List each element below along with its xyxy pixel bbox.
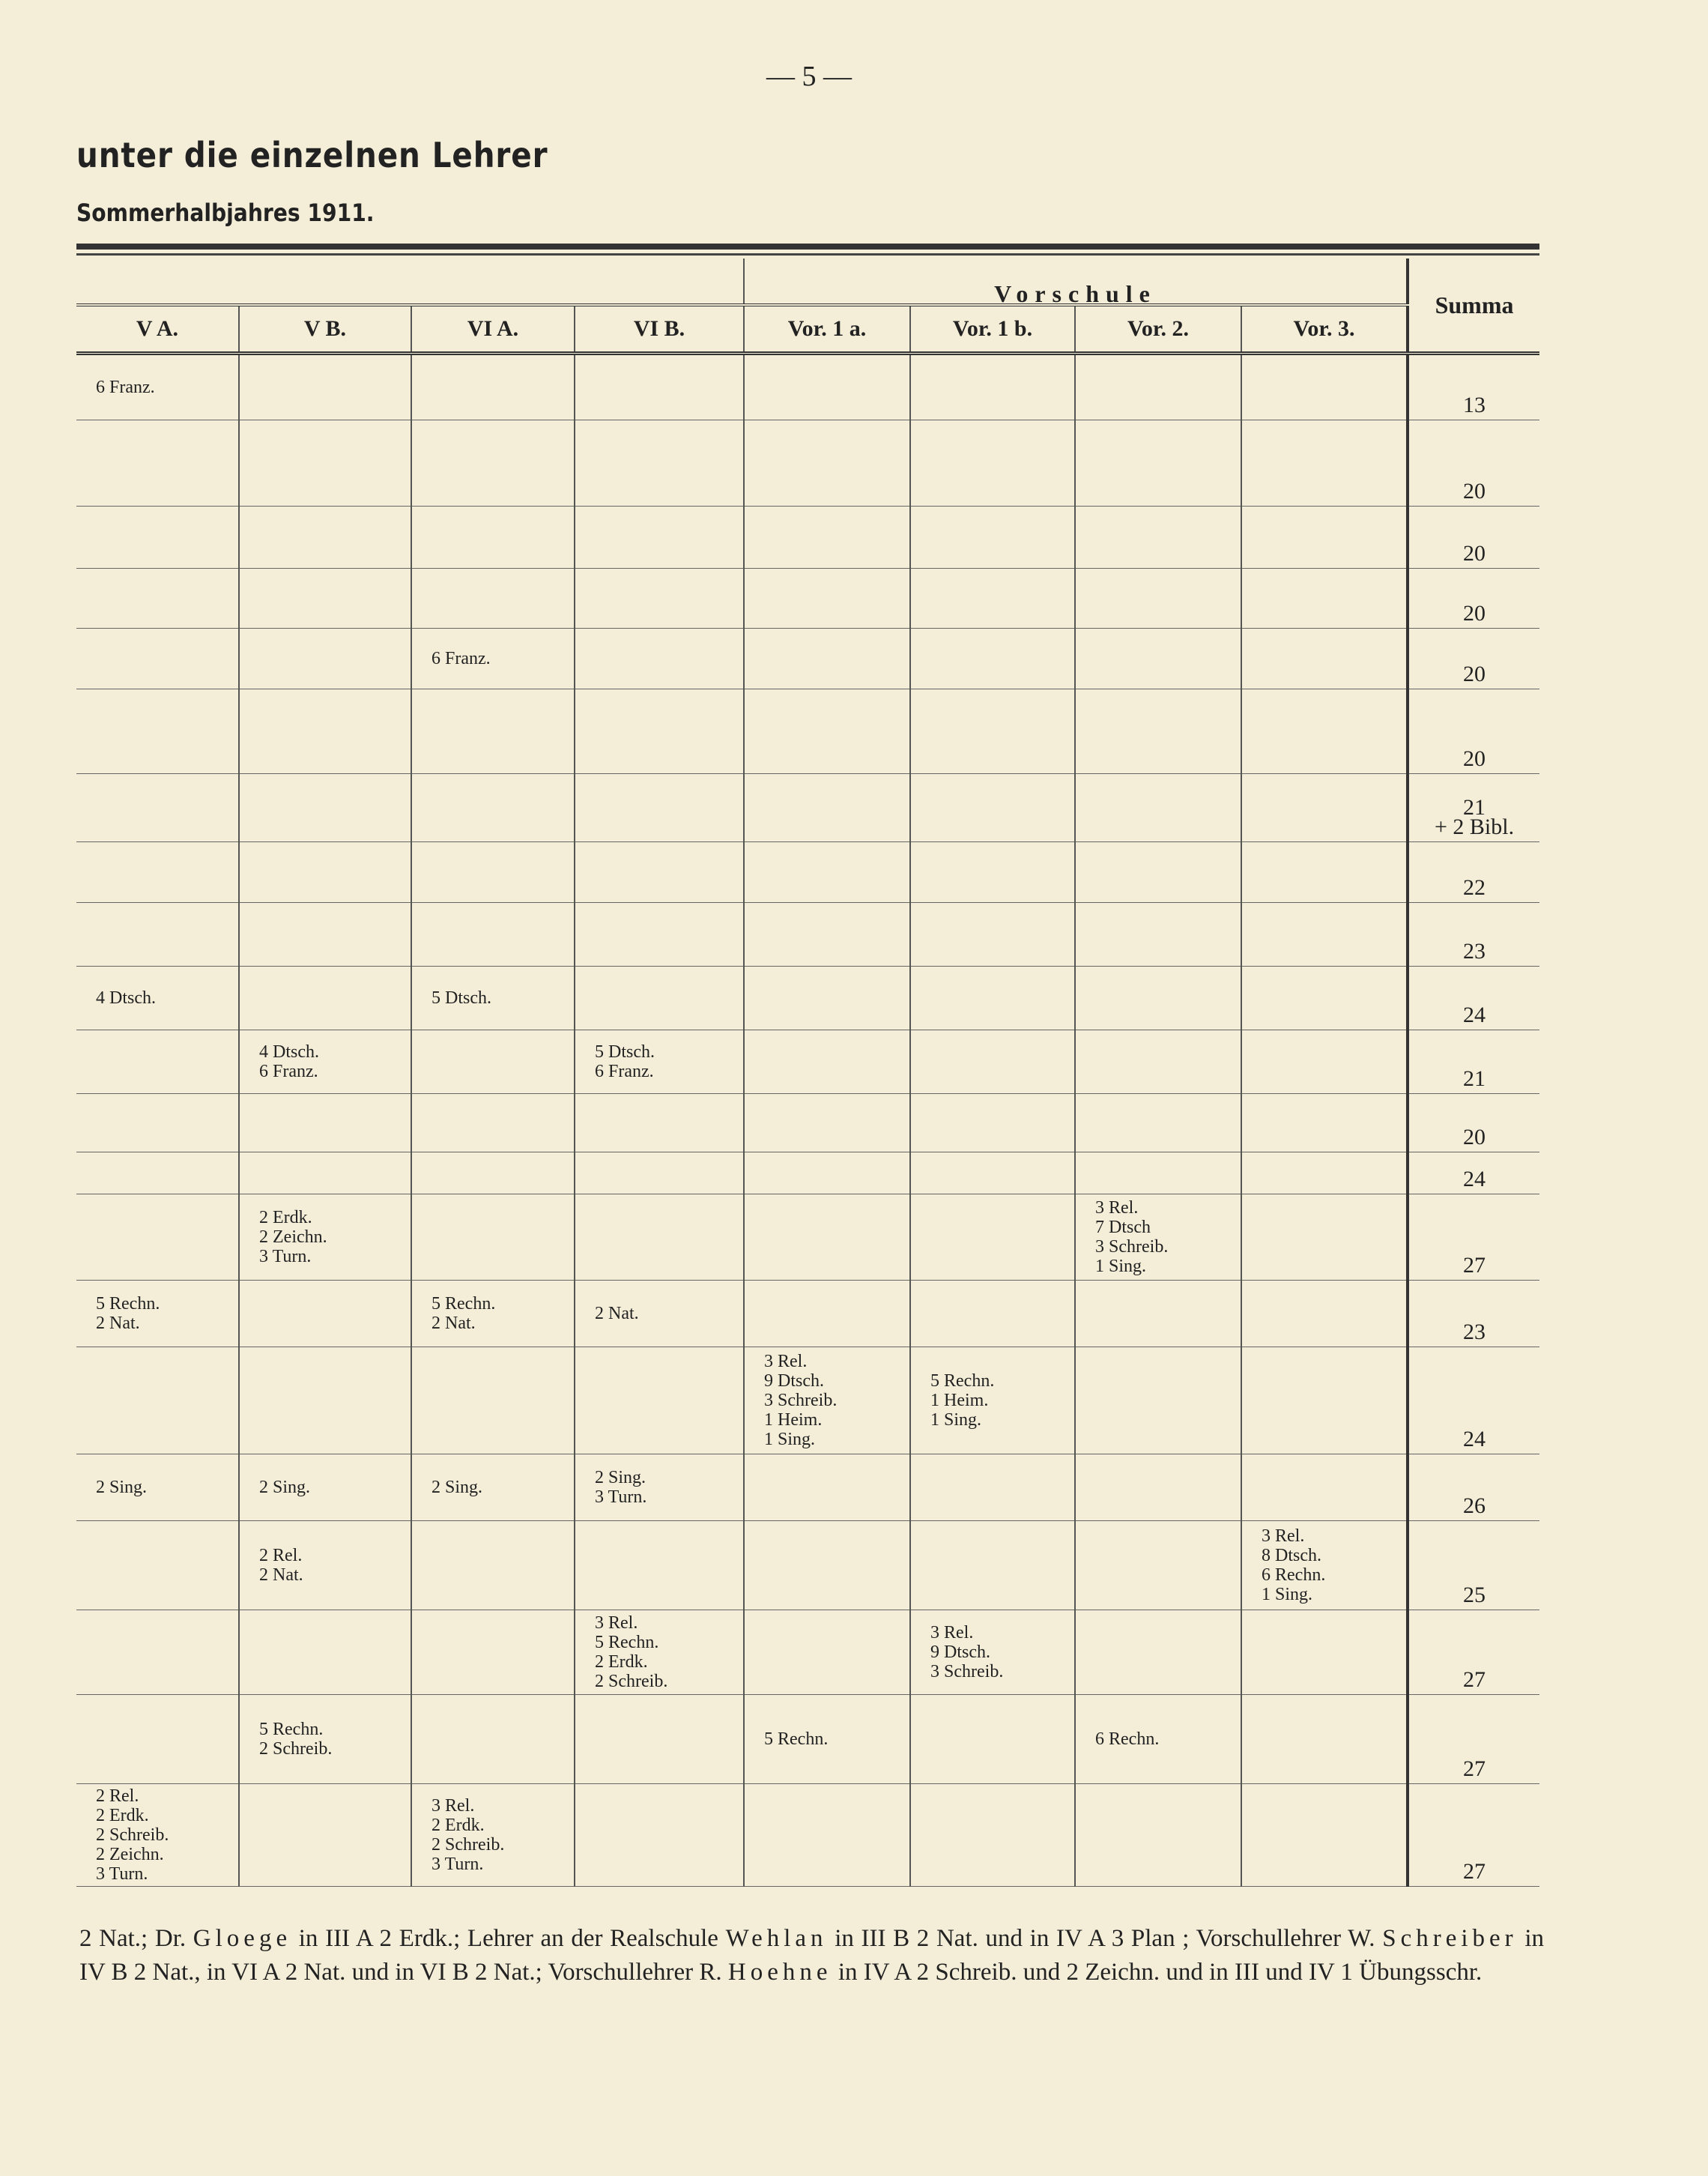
table-cell: 5 Rechn. 2 Nat. (76, 1281, 239, 1347)
table-cell (1075, 1281, 1241, 1347)
table-cell: 2 Sing. (76, 1454, 239, 1521)
table-cell (744, 420, 910, 507)
table-row (76, 689, 1539, 774)
table-cell (1075, 1152, 1241, 1194)
table-cell (575, 1347, 744, 1454)
table-cell (76, 507, 239, 569)
table-cell (575, 842, 744, 903)
table-cell (744, 1610, 910, 1695)
table-cell (411, 1030, 575, 1094)
table-cell (1241, 629, 1408, 689)
table-cell (239, 967, 411, 1030)
table-cell (1075, 1521, 1241, 1610)
column-header: Vor. 2. (1075, 305, 1241, 354)
table-cell (910, 689, 1075, 774)
table-cell: 2 Erdk. 2 Zeichn. 3 Turn. (239, 1194, 411, 1281)
table-cell (910, 420, 1075, 507)
table-cell (76, 1695, 239, 1784)
table-row (76, 1784, 1539, 1887)
column-header: VI A. (411, 305, 575, 354)
table-cell (575, 1094, 744, 1152)
table-cell (76, 629, 239, 689)
table-cell: 4 Dtsch. (76, 967, 239, 1030)
footnote-text: 2 Nat.; Dr. (79, 1925, 193, 1952)
table-cell (1241, 569, 1408, 629)
table-cell (239, 354, 411, 420)
table-cell (744, 1194, 910, 1281)
table-cell (910, 1030, 1075, 1094)
summa-cell: 22 (1408, 842, 1539, 903)
table-cell (910, 354, 1075, 420)
header-blank (76, 259, 744, 305)
table-cell (1241, 1194, 1408, 1281)
table-cell (1075, 1347, 1241, 1454)
table-row (76, 1094, 1539, 1152)
table-cell (744, 689, 910, 774)
table-row (76, 1521, 1539, 1610)
table-cell (76, 1347, 239, 1454)
table-cell (744, 569, 910, 629)
table-cell (239, 1152, 411, 1194)
summa-cell: 25 (1408, 1521, 1539, 1610)
table-cell: 6 Franz. (411, 629, 575, 689)
table-cell (910, 1521, 1075, 1610)
table-cell (744, 629, 910, 689)
table-cell (76, 774, 239, 842)
table-cell (76, 689, 239, 774)
column-header: Vor. 1 b. (910, 305, 1075, 354)
table-cell: 3 Rel. 2 Erdk. 2 Schreib. 3 Turn. (411, 1784, 575, 1887)
table-cell (910, 1281, 1075, 1347)
table-row (76, 1194, 1539, 1281)
summa-cell: 27 (1408, 1784, 1539, 1887)
table-cell (910, 1094, 1075, 1152)
table-cell (744, 1094, 910, 1152)
table-cell (744, 354, 910, 420)
table-cell (1075, 1094, 1241, 1152)
table-cell: 3 Rel. 9 Dtsch. 3 Schreib. 1 Heim. 1 Sing. (744, 1347, 910, 1454)
table-cell: 6 Franz. (76, 354, 239, 420)
table-cell (575, 420, 744, 507)
table-cell (1241, 1454, 1408, 1521)
table-cell (910, 1152, 1075, 1194)
table-cell (910, 967, 1075, 1030)
table-cell (575, 1695, 744, 1784)
table-cell (1241, 420, 1408, 507)
table-cell (1075, 1030, 1241, 1094)
table-cell: 3 Rel. 8 Dtsch. 6 Rechn. 1 Sing. (1241, 1521, 1408, 1610)
table-cell (575, 689, 744, 774)
table-cell (744, 1152, 910, 1194)
table-cell (76, 1152, 239, 1194)
table-cell: 5 Rechn. 1 Heim. 1 Sing. (910, 1347, 1075, 1454)
table-row (76, 1454, 1539, 1521)
table-cell (1241, 967, 1408, 1030)
summa-cell: 21 (1408, 1030, 1539, 1094)
table-cell (1241, 689, 1408, 774)
table-row (76, 1610, 1539, 1695)
summa-cell: 24 (1408, 1347, 1539, 1454)
table-row (76, 1281, 1539, 1347)
table-cell (910, 774, 1075, 842)
summa-cell: 20 (1408, 1094, 1539, 1152)
summa-cell: 20 (1408, 507, 1539, 569)
table-cell (239, 629, 411, 689)
table-cell: 5 Rechn. (744, 1695, 910, 1784)
table-cell (411, 507, 575, 569)
table-cell (910, 1784, 1075, 1887)
table-cell (411, 774, 575, 842)
table-cell (575, 354, 744, 420)
table-cell (910, 1194, 1075, 1281)
table-row (76, 774, 1539, 842)
table-cell (239, 842, 411, 903)
table-cell (411, 1094, 575, 1152)
table-cell (910, 903, 1075, 967)
table-cell (575, 774, 744, 842)
table-cell (239, 1347, 411, 1454)
table-cell (575, 569, 744, 629)
table-cell (1075, 1454, 1241, 1521)
table-cell (411, 1521, 575, 1610)
table-cell: 5 Dtsch. 6 Franz. (575, 1030, 744, 1094)
column-header: Vor. 1 a. (744, 305, 910, 354)
table-cell (744, 774, 910, 842)
table-cell (239, 1281, 411, 1347)
table-cell (411, 1194, 575, 1281)
table-cell (575, 1784, 744, 1887)
table-cell (575, 629, 744, 689)
summa-cell: 20 (1408, 420, 1539, 507)
table-cell (1241, 1152, 1408, 1194)
table-cell (1241, 903, 1408, 967)
table-cell (575, 1152, 744, 1194)
table-cell: 2 Sing. (239, 1454, 411, 1521)
table-cell (76, 1094, 239, 1152)
table-row (76, 1695, 1539, 1784)
table-cell (76, 1194, 239, 1281)
table-cell (1241, 1610, 1408, 1695)
table-row (76, 967, 1539, 1030)
table-cell (1241, 1094, 1408, 1152)
table-cell (411, 1610, 575, 1695)
summa-cell: 20 (1408, 569, 1539, 629)
table-row (76, 1347, 1539, 1454)
footnote-text: in IV B 2 Nat., in VI A 2 Nat. und in VI B 2 Nat.; Vorschullehrer R. (79, 1925, 1544, 1986)
page-title: unter die einzelnen Lehrer (76, 135, 548, 175)
footnote-text: in III B 2 Nat. und in IV A 3 Plan ; Vorschullehrer W. (827, 1925, 1383, 1952)
table-cell: 2 Nat. (575, 1281, 744, 1347)
table-cell (1241, 354, 1408, 420)
table-row (76, 842, 1539, 903)
table-cell (1241, 842, 1408, 903)
table-cell (1241, 1030, 1408, 1094)
summa-cell: 20 (1408, 629, 1539, 689)
table-cell (1075, 569, 1241, 629)
table-cell (910, 629, 1075, 689)
table-cell (1075, 629, 1241, 689)
table-cell (76, 842, 239, 903)
vorschule-group-header: Vorschule (744, 259, 1408, 305)
table-cell (1075, 507, 1241, 569)
summa-cell: 24 (1408, 967, 1539, 1030)
table-cell (1241, 1281, 1408, 1347)
table-cell: 3 Rel. 7 Dtsch 3 Schreib. 1 Sing. (1075, 1194, 1241, 1281)
table-cell (1075, 774, 1241, 842)
table-cell (744, 507, 910, 569)
table-cell (1241, 1784, 1408, 1887)
table-row (76, 420, 1539, 507)
table-cell: 6 Rechn. (1075, 1695, 1241, 1784)
table-cell (575, 1194, 744, 1281)
table-cell (575, 903, 744, 967)
table-cell (1241, 507, 1408, 569)
column-header: V A. (76, 305, 239, 354)
table-cell (575, 967, 744, 1030)
table-cell (1241, 1695, 1408, 1784)
table-cell (239, 420, 411, 507)
table-row (76, 569, 1539, 629)
footnote-name: Wehlan (725, 1925, 828, 1952)
table-cell (1241, 1347, 1408, 1454)
table-cell: 3 Rel. 9 Dtsch. 3 Schreib. (910, 1610, 1075, 1695)
table-cell (1075, 842, 1241, 903)
summa-cell: 27 (1408, 1610, 1539, 1695)
table-cell (411, 420, 575, 507)
summa-cell: 20 (1408, 689, 1539, 774)
table-cell (910, 842, 1075, 903)
table-cell: 2 Rel. 2 Nat. (239, 1521, 411, 1610)
table-cell (76, 903, 239, 967)
table-cell (239, 569, 411, 629)
table-cell (239, 1094, 411, 1152)
table-row (76, 1152, 1539, 1194)
table-cell (411, 842, 575, 903)
table-cell (76, 1030, 239, 1094)
table-cell: 5 Rechn. 2 Nat. (411, 1281, 575, 1347)
table-cell: 2 Sing. (411, 1454, 575, 1521)
table-cell (1241, 774, 1408, 842)
table-cell (744, 1030, 910, 1094)
table-cell (1075, 420, 1241, 507)
table-cell: 4 Dtsch. 6 Franz. (239, 1030, 411, 1094)
table-cell (744, 1454, 910, 1521)
table-cell (411, 1152, 575, 1194)
summa-cell: 13 (1408, 354, 1539, 420)
column-header: Vor. 3. (1241, 305, 1408, 354)
table-row (76, 507, 1539, 569)
table-cell (910, 507, 1075, 569)
table-top-rule-thin (76, 253, 1539, 256)
table-cell (239, 903, 411, 967)
table-cell (239, 774, 411, 842)
table-top-rule (76, 244, 1539, 250)
table-cell (744, 967, 910, 1030)
table-cell (76, 1521, 239, 1610)
summa-cell: 24 (1408, 1152, 1539, 1194)
page-subtitle: Sommerhalbjahres 1911. (76, 199, 375, 227)
table-cell (411, 1347, 575, 1454)
table-cell (239, 689, 411, 774)
page-number: — 5 — (766, 61, 852, 92)
table-cell (575, 507, 744, 569)
table-cell (411, 689, 575, 774)
table-cell (744, 1521, 910, 1610)
table-cell: 5 Rechn. 2 Schreib. (239, 1695, 411, 1784)
footnote (79, 1922, 1544, 1989)
summa-cell: 21 + 2 Bibl. (1408, 774, 1539, 842)
table-cell (411, 354, 575, 420)
column-header-summa: Summa (1408, 259, 1539, 354)
table-row (76, 354, 1539, 420)
table-cell (910, 1695, 1075, 1784)
table-row (76, 903, 1539, 967)
summa-cell: 23 (1408, 1281, 1539, 1347)
table-cell (1075, 689, 1241, 774)
table-cell (239, 1784, 411, 1887)
table-cell (76, 1610, 239, 1695)
table-cell (910, 1454, 1075, 1521)
table-cell (1075, 1610, 1241, 1695)
table-row (76, 1030, 1539, 1094)
table-cell (744, 1784, 910, 1887)
teacher-distribution-table (76, 259, 1539, 1887)
table-cell: 2 Rel. 2 Erdk. 2 Schreib. 2 Zeichn. 3 Turn. (76, 1784, 239, 1887)
table-cell (239, 507, 411, 569)
table-cell (744, 903, 910, 967)
table-cell (1075, 1784, 1241, 1887)
table-cell (575, 1521, 744, 1610)
summa-cell: 26 (1408, 1454, 1539, 1521)
column-header: V B. (239, 305, 411, 354)
summa-cell: 27 (1408, 1194, 1539, 1281)
table-cell (76, 420, 239, 507)
summa-cell: 27 (1408, 1695, 1539, 1784)
footnote-name: Gloege (193, 1925, 292, 1952)
footnote-name: Schreiber (1382, 1925, 1518, 1952)
footnote-text: in IV A 2 Schreib. und 2 Zeichn. und in III und IV 1 Übungsschr. (832, 1959, 1483, 1986)
table-row (76, 629, 1539, 689)
table-cell (910, 569, 1075, 629)
column-header: VI B. (575, 305, 744, 354)
summa-cell: 23 (1408, 903, 1539, 967)
table-cell (1075, 967, 1241, 1030)
table-cell (411, 569, 575, 629)
footnote-text: in III A 2 Erdk.; Lehrer an der Realschule (291, 1925, 726, 1952)
table-cell: 2 Sing. 3 Turn. (575, 1454, 744, 1521)
table-cell: 3 Rel. 5 Rechn. 2 Erdk. 2 Schreib. (575, 1610, 744, 1695)
table-cell: 5 Dtsch. (411, 967, 575, 1030)
table-cell (744, 1281, 910, 1347)
table-cell (411, 903, 575, 967)
table-cell (411, 1695, 575, 1784)
table-cell (744, 842, 910, 903)
table-cell (1075, 354, 1241, 420)
table-cell (239, 1610, 411, 1695)
footnote-name: Hoehne (727, 1959, 832, 1986)
table-cell (76, 569, 239, 629)
table-cell (1075, 903, 1241, 967)
